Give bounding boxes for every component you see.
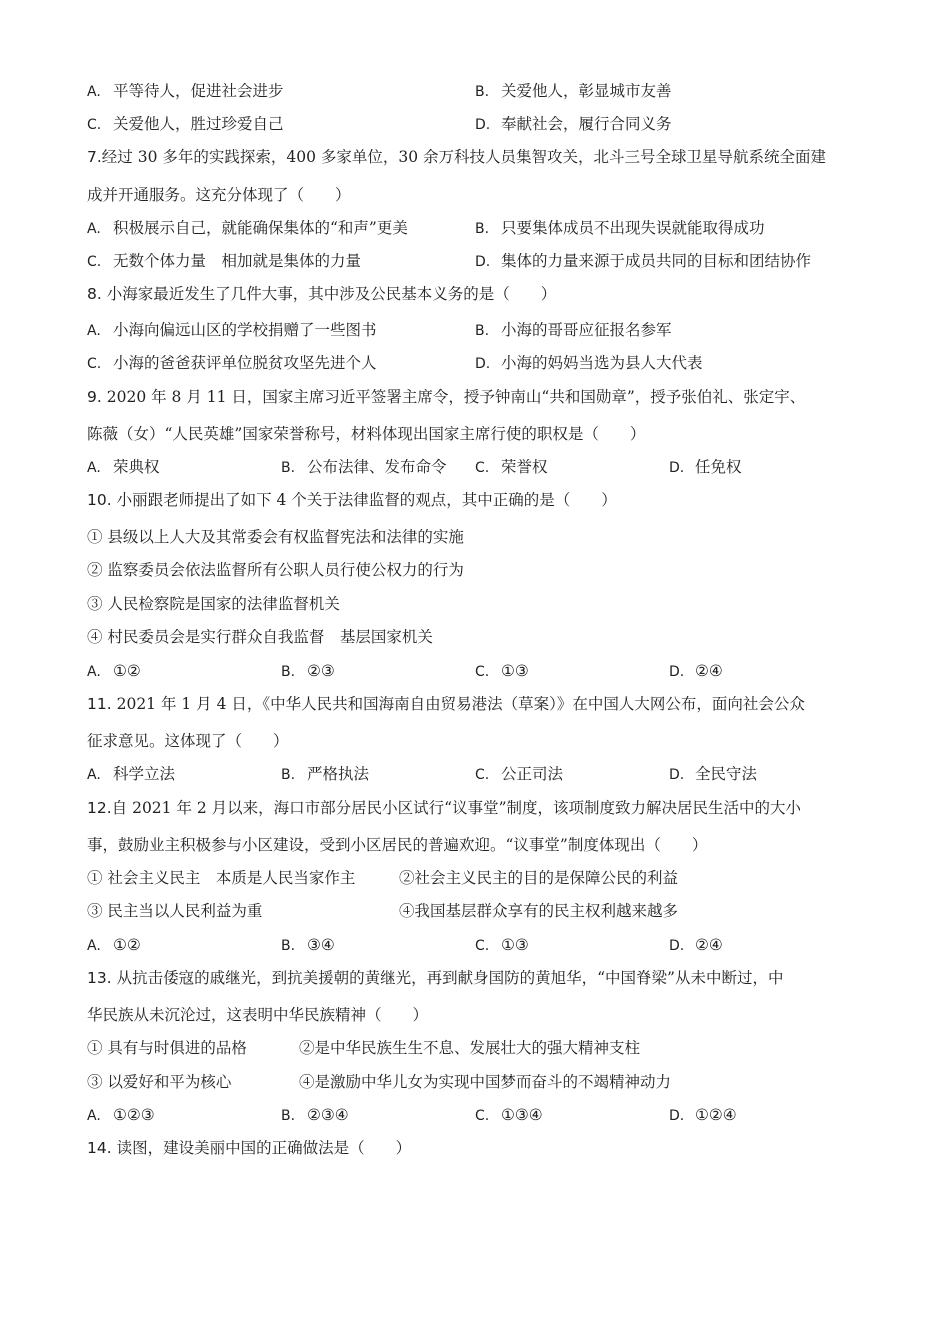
q9-option-b[interactable]: B. 公布法律、发布命令 (281, 458, 447, 476)
q9-option-c[interactable]: C. 荣誉权 (475, 458, 548, 476)
q7-option-a[interactable]: A. 积极展示自己，就能确保集体的“和声”更美 (87, 219, 408, 237)
q7-option-c[interactable]: C. 无数个体力量 相加就是集体的力量 (87, 252, 362, 270)
q8-option-c[interactable]: C. 小海的爸爸获评单位脱贫攻坚先进个人 (87, 354, 377, 372)
q6-option-d[interactable]: D. 奉献社会，履行合同义务 (475, 115, 672, 133)
q9-stem-line-1: 9. 2020 年 8 月 11 日，国家主席习近平签署主席令，授予钟南山“共和国勋章”，授予张伯礼、张定宇、 (87, 388, 806, 406)
q13-statement-1: ① 具有与时俱进的品格 (87, 1039, 247, 1057)
q12-option-b[interactable]: B. ③④ (281, 936, 335, 954)
q11-option-d[interactable]: D. 全民守法 (669, 765, 758, 783)
q11-option-b[interactable]: B. 严格执法 (281, 765, 370, 783)
q10-option-c[interactable]: C. ①③ (475, 662, 529, 680)
q6-option-a[interactable]: A. 平等待人，促进社会进步 (87, 82, 284, 100)
q6-option-b[interactable]: B. 关爱他人，彰显城市友善 (475, 82, 672, 100)
q13-statement-4: ④是激励中华儿女为实现中国梦而奋斗的不竭精神动力 (299, 1073, 672, 1091)
q12-option-c[interactable]: C. ①③ (475, 936, 529, 954)
q12-statement-2: ②社会主义民主的目的是保障公民的利益 (399, 869, 679, 887)
q10-statement-2: ② 监察委员会依法监督所有公职人员行使公权力的行为 (87, 561, 464, 579)
q13-stem-line-1: 13. 从抗击倭寇的戚继光，到抗美援朝的黄继光，再到献身国防的黄旭华，“中国脊梁”从未中断过，中 (87, 969, 784, 987)
q8-option-a[interactable]: A. 小海向偏远山区的学校捐赠了一些图书 (87, 321, 377, 339)
q12-stem-line-1: 12.自 2021 年 2 月以来，海口市部分居民小区试行“议事堂”制度，该项制度致力解决居民生活中的大小 (87, 799, 802, 817)
q13-statement-3: ③ 以爱好和平为核心 (87, 1073, 232, 1091)
q7-option-b[interactable]: B. 只要集体成员不出现失误就能取得成功 (475, 219, 765, 237)
q9-option-d[interactable]: D. 任免权 (669, 458, 742, 476)
q10-option-d[interactable]: D. ②④ (669, 662, 723, 680)
q6-option-c[interactable]: C. 关爱他人，胜过珍爱自己 (87, 115, 284, 133)
q13-option-a[interactable]: A. ①②③ (87, 1106, 155, 1124)
q11-option-a[interactable]: A. 科学立法 (87, 765, 176, 783)
q13-option-b[interactable]: B. ②③④ (281, 1106, 349, 1124)
q10-statement-4: ④ 村民委员会是实行群众自我监督 基层国家机关 (87, 628, 433, 646)
q12-statement-3: ③ 民主当以人民利益为重 (87, 902, 263, 920)
q7-stem-line-2: 成并开通服务。这充分体现了（ ） (87, 186, 351, 204)
q13-option-c[interactable]: C. ①③④ (475, 1106, 543, 1124)
q10-statement-1: ① 县级以上人大及其常委会有权监督宪法和法律的实施 (87, 528, 464, 546)
q12-option-a[interactable]: A. ①② (87, 936, 141, 954)
q14-stem: 14. 读图，建设美丽中国的正确做法是（ ） (87, 1139, 412, 1157)
q13-statement-2: ②是中华民族生生不息、发展壮大的强大精神支柱 (299, 1039, 641, 1057)
q9-stem-line-2: 陈薇（女）“人民英雄”国家荣誉称号，材料体现出国家主席行使的职权是（ ） (87, 425, 646, 443)
q7-stem-line-1: 7.经过 30 多年的实践探索，400 多家单位，30 余万科技人员集智攻关，北斗三号全球卫星导航系统全面建 (87, 148, 827, 166)
q13-option-d[interactable]: D. ①②④ (669, 1106, 737, 1124)
q8-option-d[interactable]: D. 小海的妈妈当选为县人大代表 (475, 354, 703, 372)
q11-option-c[interactable]: C. 公正司法 (475, 765, 564, 783)
q12-statement-4: ④我国基层群众享有的民主权利越来越多 (399, 902, 679, 920)
q10-stem: 10. 小丽跟老师提出了如下 4 个关于法律监督的观点，其中正确的是（ ） (87, 491, 617, 509)
q8-stem-line-1: 8. 小海家最近发生了几件大事，其中涉及公民基本义务的是（ ） (87, 285, 557, 303)
q10-statement-3: ③ 人民检察院是国家的法律监督机关 (87, 595, 340, 613)
q13-stem-line-2: 华民族从未沉沦过，这表明中华民族精神（ ） (87, 1006, 429, 1024)
q10-option-b[interactable]: B. ②③ (281, 662, 335, 680)
q10-option-a[interactable]: A. ①② (87, 662, 141, 680)
q7-option-d[interactable]: D. 集体的力量来源于成员共同的目标和团结协作 (475, 252, 812, 270)
q12-statement-1: ① 社会主义民主 本质是人民当家作主 (87, 869, 356, 887)
q11-stem-line-2: 征求意见。这体现了（ ） (87, 732, 289, 750)
q12-stem-line-2: 事，鼓励业主积极参与小区建设，受到小区居民的普遍欢迎。“议事堂”制度体现出（ ） (87, 836, 708, 854)
q12-option-d[interactable]: D. ②④ (669, 936, 723, 954)
q8-option-b[interactable]: B. 小海的哥哥应征报名参军 (475, 321, 672, 339)
q11-stem-line-1: 11. 2021 年 1 月 4 日，《中华人民共和国海南自由贸易港法（草案）》在中国人大网公布，面向社会公众 (87, 695, 805, 713)
q9-option-a[interactable]: A. 荣典权 (87, 458, 160, 476)
